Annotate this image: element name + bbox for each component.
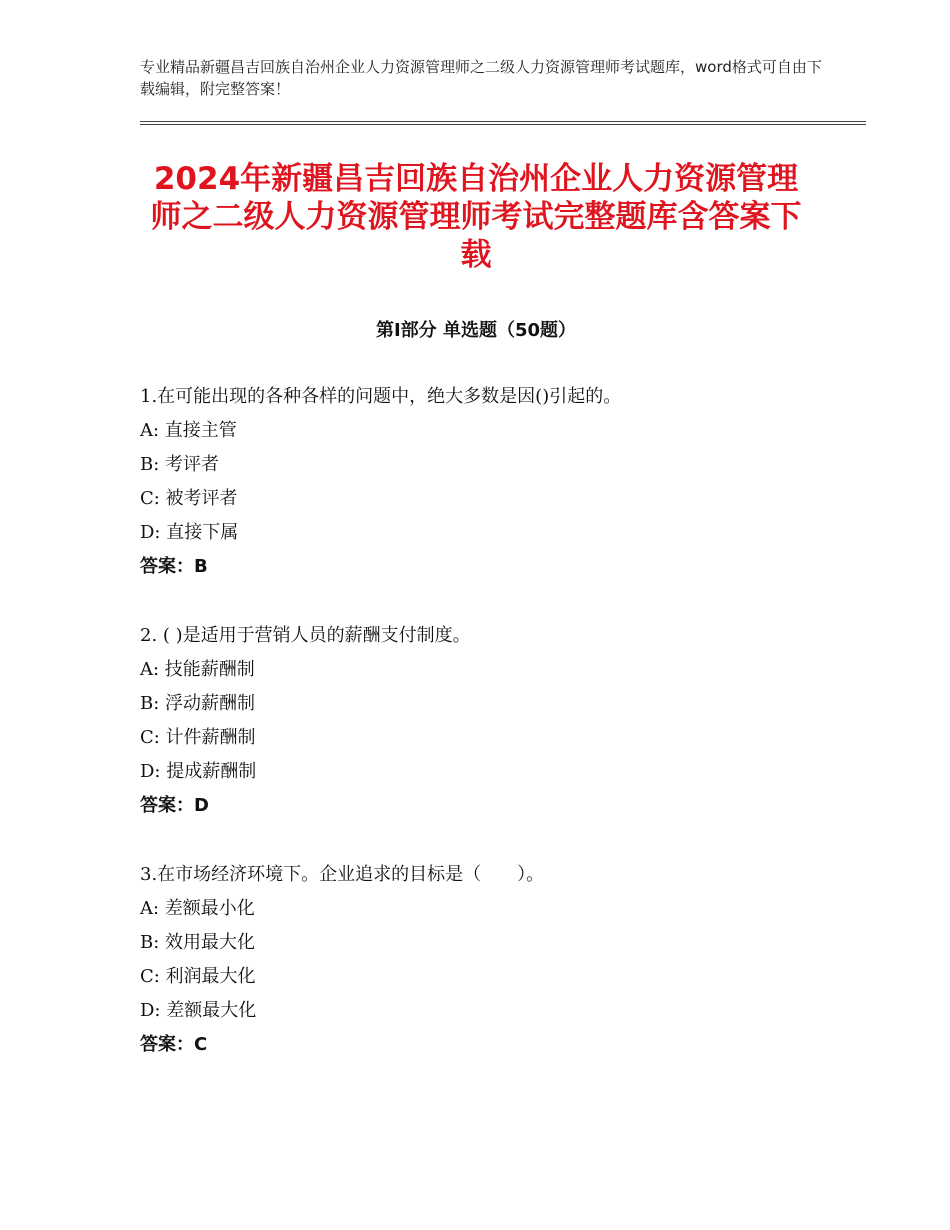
question-stem: 1.在可能出现的各种各样的问题中，绝大多数是因()引起的。 [140, 386, 622, 407]
question-block [140, 858, 840, 1062]
option-d: D: 提成薪酬制 [140, 761, 257, 782]
option-a: A: 直接主管 [140, 420, 237, 441]
option-d: D: 差额最大化 [140, 1000, 257, 1021]
option-b: B: 浮动薪酬制 [140, 693, 256, 714]
option-a: A: 差额最小化 [140, 898, 255, 919]
question-stem: 3.在市场经济环境下。企业追求的目标是（ ）。 [140, 864, 545, 885]
header-divider-bottom [140, 124, 866, 125]
option-c: C: 利润最大化 [140, 966, 256, 987]
option-c: C: 计件薪酬制 [140, 727, 256, 748]
section-heading: 第Ⅰ部分 单选题（50题） [375, 320, 576, 341]
option-b: B: 考评者 [140, 454, 220, 475]
question-stem: 2. ( )是适用于营销人员的薪酬支付制度。 [140, 625, 471, 646]
header-note: 专业精品新疆昌吉回族自治州企业人力资源管理师之二级人力资源管理师考试题库，word格式可自由下载编辑，附完整答案！ [140, 58, 822, 98]
answer-line: 答案：C [140, 1034, 208, 1055]
answer-line: 答案：B [140, 556, 208, 577]
option-b: B: 效用最大化 [140, 932, 256, 953]
question-block [140, 380, 840, 584]
option-c: C: 被考评者 [140, 488, 238, 509]
answer-line: 答案：D [140, 795, 209, 816]
option-d: D: 直接下属 [140, 522, 239, 543]
option-a: A: 技能薪酬制 [140, 659, 255, 680]
header-divider-top [140, 121, 866, 122]
document-title: 2024年新疆昌吉回族自治州企业人力资源管理师之二级人力资源管理师考试完整题库含答案下载 [150, 161, 802, 273]
question-block [140, 619, 840, 823]
